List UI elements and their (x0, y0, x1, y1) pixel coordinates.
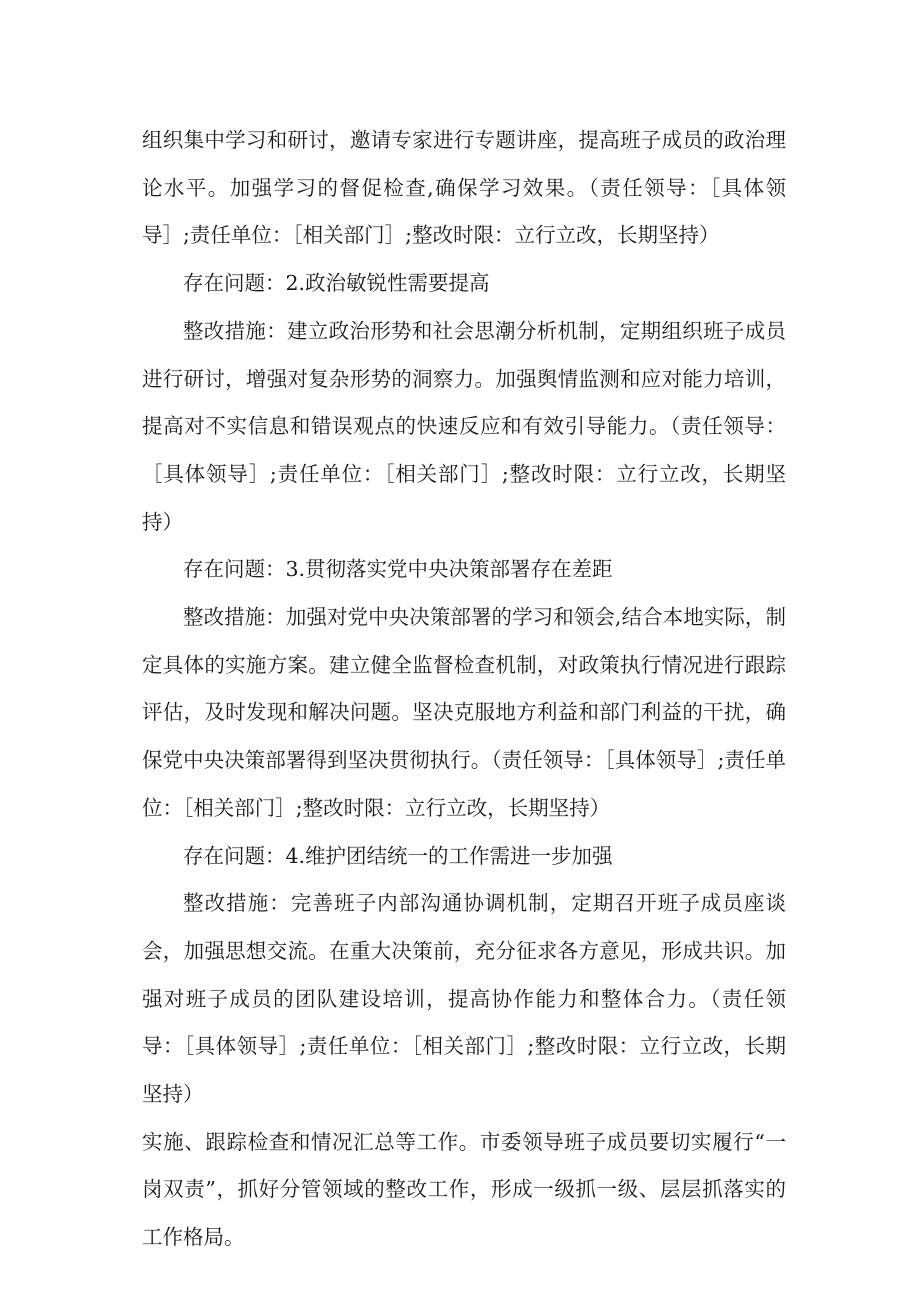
paragraph-measures-2: 整改措施：建立政治形势和社会思潮分析机制，定期组织班子成员进行研讨，增强对复杂形势的洞察力。加强舆情监测和应对能力培训，提高对不实信息和错误观点的快速反应和有效引导能力。（责任领导：［具体领导］;责任单位：［相关部门］;整改时限：立行立改，长期坚持） (142, 318, 786, 534)
paragraph-measures-3: 整改措施：加强对党中央决策部署的学习和领会,结合本地实际，制定具体的实施方案。建立健全监督检查机制，对政策执行情况进行跟踪评估，及时发现和解决问题。坚决克服地方利益和部门利益的干扰，确保党中央决策部署得到坚决贯彻执行。（责任领导：［具体领导］;责任单位：［相关部门］;整改时限：立行立改，长期坚持） (142, 605, 786, 820)
paragraph-implementation: 实施、跟踪检查和情况汇总等工作。市委领导班子成员要切实履行“一岗双责”，抓好分管领域的整改工作，形成一级抓一级、层层抓落实的工作格局。 (142, 1129, 786, 1250)
paragraph-problem-2: 存在问题：2.政治敏锐性需要提高 (183, 271, 490, 296)
paragraph-measures-4: 整改措施：完善班子内部沟通协调机制，定期召开班子成员座谈会，加强思想交流。在重大决策前，充分征求各方意见，形成共识。加强对班子成员的团队建设培训，提高协作能力和整体合力。（责任领导：［具体领导］;责任单位：［相关部门］;整改时限：立行立改，长期坚持） (142, 891, 786, 1107)
paragraph-problem-3: 存在问题：3.贯彻落实党中央决策部署存在差距 (183, 557, 613, 582)
paragraph-problem-4: 存在问题：4.维护团结统一的工作需进一步加强 (183, 843, 613, 868)
paragraph-measures-1-continued: 组织集中学习和研讨，邀请专家进行专题讲座，提高班子成员的政治理论水平。加强学习的督促检查,确保学习效果。（责任领导：［具体领导］;责任单位：［相关部门］;整改时限：立行立改，长期坚持） (142, 128, 786, 248)
document-body (142, 117, 786, 1262)
